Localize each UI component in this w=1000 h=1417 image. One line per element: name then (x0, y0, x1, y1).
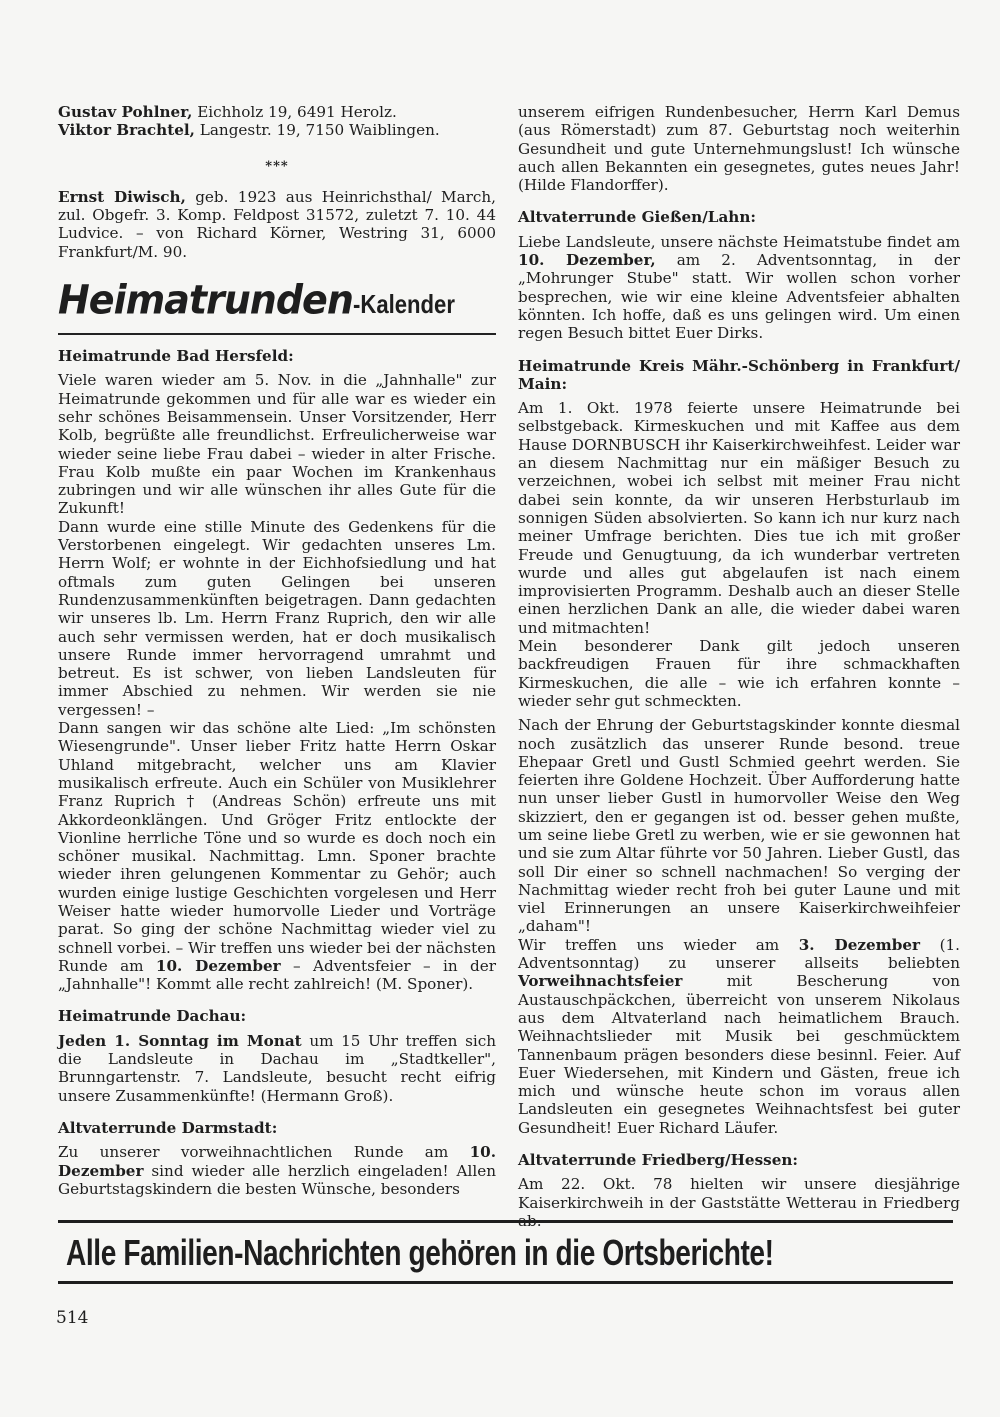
title-rule (58, 333, 496, 335)
darmstadt-continued: unserem eifrigen Rundenbesucher, Herrn Karl Demus (aus Römerstadt) zum 87. Geburtstag noch weiterhin Gesundheit und gute Unternehmungslust! Ich wünsche auch allen Bekannten ein gesegnetes, gutes neues Jahr! (Hilde Flandorffer). (518, 103, 960, 195)
frankfurt-para4: Wir treffen uns wieder am 3. Dezember (1. Adventsonntag) zu unserer allseits beliebten Vorweihnachtsfeier mit Bescherung von Austauschpäckchen, überreicht von unserem Nikolaus aus dem Altvaterland nach heimatlichem Brauch. Weihnachtslieder mit Musik bei geschmücktem Tannenbaum prägen besonders diese besinnl. Feier. Auf Euer Wiedersehen, mit Kindern und Gästen, freue ich mich und wünsche heute schon im voraus allen Landsleuten ein gesegnetes Weihnachtsfest bei guter Gesundheit! Euer Richard Läufer. (518, 935, 961, 1137)
right-column (518, 103, 960, 1230)
heading-frankfurt: Heimatrunde Kreis Mähr.-Schönberg in Frankfurt/ Main: (518, 356, 960, 393)
banner-rule-bottom (58, 1281, 953, 1284)
dachau-text: Jeden 1. Sonntag im Monat um 15 Uhr treffen sich die Landsleute in Dachau im „Stadtkeller", Brunngartenstr. 7. Landsleute, besucht recht eifrig unsere Zusammenkünfte! (Hermann Groß). (58, 1031, 497, 1105)
frankfurt-para1: Am 1. Okt. 1978 feierte unsere Heimatrunde bei selbstgeback. Kirmeskuchen und mit Kaffee aus dem Hause DORNBUSCH ihr Kaiserkirchweihfest. Leider war an diesem Nachmittag nur ein mäßiger Besuch zu verzeichnen, wobei ich selbst mit meiner Frau nicht dabei sein konnte, da wir unseren Herbsturlaub im sonnigen Süden absolvierten. So kann ich nur kurz nach meiner Umfrage berichten. Dies tue ich mit großer Freude und Genugtuung, da ich wunderbar vertreten wurde und alles gut abgelaufen ist nach einem improvisierten Programm. Deshalb auch an dieser Stelle einen herzlichen Dank an alle, die wieder dabei waren und mitmachten! (518, 399, 960, 637)
heading-friedberg: Altvaterrunde Friedberg/Hessen: (518, 1151, 799, 1170)
frankfurt-para3: Nach der Ehrung der Geburtstagskinder konnte diesmal noch zusätzlich das unserer Runde besond. treue Ehepaar Gretl und Gustl Schmied geehrt werden. Sie feierten ihre Goldene Hochzeit. Über Aufforderung hatte nun unser lieber Gustl in humorvoller Weise den Weg skizziert, den er gegangen ist od. besser gehen mußte, um seine liebe Gretl zu werben, wie er sie gewonnen hat und sie zum Altar führte vor 50 Jahren. Lieber Gustl, das soll Dir einer so schnell nachmachen! So verging der Nachmittag wieder recht froh bei guter Laune und mit viel Erinnerungen an unsere Kaiserkirchweihfeier „daham"! (518, 716, 960, 936)
kalender-title-script: Heimatrunden (58, 276, 353, 324)
left-column (58, 103, 496, 1198)
bad-hersfeld-para3: Dann sangen wir das schöne alte Lied: „Im schönsten Wiesengrunde". Unser lieber Fritz hatte Herrn Oskar Uhland mitgebracht, welcher uns am Klavier musikalisch erfreute. Auch ein Schüler von Musiklehrer Franz Ruprich † (Andreas Schön) erfreute uns mit Akkordeonklängen. Und Gröger Fritz entlockte der Vionline herrliche Töne und so wurde es doch noch ein schöner musikal. Nachmittag. Lmn. Sponer brachte wieder ihren gelungenen Kommentar zu Gehör; auch wurden einige lustige Geschichten vorgelesen und Herr Weiser hatte wieder humorvolle Lieder und Vorträge parat. So ging der schöne Nachmittag wieder viel zu schnell vorbei. – Wir treffen uns wieder bei der nächsten Runde am 10. Dezember – Adventsfeier – in der „Jahnhalle"! Kommt alle recht zahlreich! (M. Sponer). (58, 719, 496, 994)
kalender-title-block: -Kalender (352, 289, 455, 320)
notice-brachtel: Viktor Brachtel, Langestr. 19, 7150 Waiblingen. (58, 121, 440, 140)
heading-bad-hersfeld: Heimatrunde Bad Hersfeld: (58, 347, 294, 366)
bottom-banner (58, 1220, 953, 1284)
frankfurt-para2: Mein besonderer Dank gilt jedoch unseren backfreudigen Frauen für ihre schmackhaften Kirmeskuchen, die alle – wie ich erfahren konnte – wieder sehr gut schmeckten. (518, 637, 960, 710)
heimatrunden-kalender-title (58, 277, 496, 331)
bad-hersfeld-para2: Dann wurde eine stille Minute des Gedenkens für die Verstorbenen eingelegt. Wir gedachten unseres Lm. Herrn Wolf; er wohnte in der Eichhofsiedlung und hat oftmals zum guten Gelingen bei unseren Rundenzusammenkünften beigetragen. Dann gedachten wir unseres lb. Lm. Herrn Franz Ruprich, den wir alle auch sehr vermissen werden, hat er doch musikalisch unsere Runde immer hervorragend umrahmt und betreut. Es ist schwer, von lieben Landsleuten für immer Abschied zu nehmen. Wir werden sie nie vergessen! – (58, 517, 496, 719)
friedberg-text: Am 22. Okt. 78 hielten wir unsere diesjährige Kaiserkirchweih in der Gaststätte Wetterau in Friedberg ab. (518, 1175, 960, 1230)
bad-hersfeld-para1: Viele waren wieder am 5. Nov. in die „Jahnhalle" zur Heimatrunde gekommen und für alle war es wieder ein sehr schönes Beisammensein. Unser Vorsitzender, Herr Kolb, begrüßte alle freundlichst. Erfreulicherweise war wieder seine liebe Frau dabei – wieder in alter Frische. Frau Kolb mußte ein paar Wochen im Krankenhaus zubringen und wir alle wünschen ihr alles Gute für die Zukunft! (58, 371, 496, 518)
banner-rule-top (58, 1220, 953, 1223)
separator-stars: *** (265, 158, 289, 174)
giessen-text: Liebe Landsleute, unsere nächste Heimatstube findet am 10. Dezember, am 2. Adventsonntag, in der „Mohrunger Stube" statt. Wir wollen schon vorher besprechen, wie wir eine kleine Adventsfeier abhalten könnten. Ich hoffe, daß es uns gelingen wird. Um einen regen Besuch bittet Euer Dirks. (518, 232, 960, 343)
notice-pohlner: Gustav Pohlner, Eichholz 19, 6491 Herolz. (58, 103, 397, 121)
heading-giessen: Altvaterrunde Gießen/Lahn: (518, 208, 756, 227)
darmstadt-text: Zu unserer vorweihnachtlichen Runde am 10. Dezember sind wieder alle herzlich eingeladen! Allen Geburtstagskindern die besten Wünsche, besonders (58, 1143, 496, 1198)
search-notice-diwisch: Ernst Diwisch, geb. 1923 aus Heinrichsthal/ March, zul. Obgefr. 3. Komp. Feldpost 31572, zuletzt 7. 10. 44 Ludvice. – von Richard Körner, Westring 31, 6000 Frankfurt/M. 90. (58, 187, 496, 261)
banner-text: Alle Familien-Nachrichten gehören in die Ortsberichte! (66, 1232, 774, 1273)
heading-dachau: Heimatrunde Dachau: (58, 1007, 247, 1026)
heading-darmstadt: Altvaterrunde Darmstadt: (58, 1118, 278, 1137)
page-number: 514 (56, 1308, 89, 1328)
